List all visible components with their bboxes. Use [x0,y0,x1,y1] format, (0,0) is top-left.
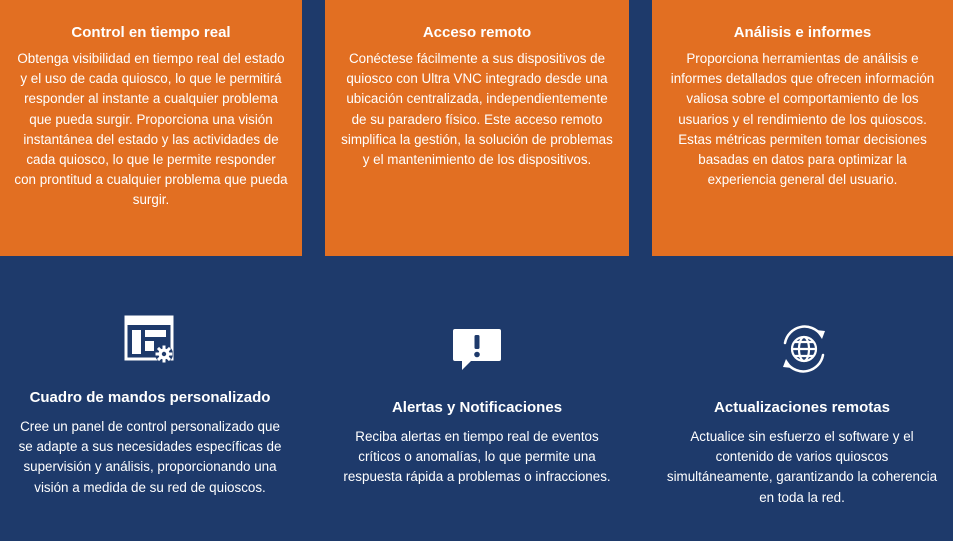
card-acceso-remoto [325,0,629,256]
feature-text: Reciba alertas en tiempo real de eventos críticos o anomalías, lo que permite una respuesta rápida a problemas o infracciones. [343,429,611,485]
feature-text: Actualice sin esfuerzo el software y el contenido de varios quioscos simultáneamente, garantizando la coherencia en toda la red. [666,429,938,505]
card-text: Conéctese fácilmente a sus dispositivos de quiosco con Ultra VNC integrado desde una ubicación centralizada, independientemente de su paradero físico. Este acceso remoto simplifica la gestión, la solución de problemas y el mantenimiento de los dispositivos. [341,51,613,168]
card-analisis-informes [652,0,953,256]
feature-title: Actualizaciones remotas [714,399,890,416]
feature-actualizaciones [666,399,938,508]
feature-title: Cuadro de mandos personalizado [29,389,271,406]
feature-cuadro-mandos [14,389,286,498]
card-text: Proporciona herramientas de análisis e informes detallados que ofrecen información valiosa sobre el comportamiento de los usuarios y el rendimiento de los quioscos. Estas métricas permiten tomar decisiones basadas en datos para optimizar la experiencia general del usuario. [670,51,935,188]
card-title: Análisis e informes [733,24,872,41]
feature-text: Cree un panel de control personalizado que se adapte a sus necesidades específicas de supervisión y análisis, proporcionando una visión a medida de su red de quioscos. [18,419,282,495]
dashboard-settings-icon [124,315,176,365]
card-text: Obtenga visibilidad en tiempo real del estado y el uso de cada quiosco, lo que le permitirá responder al instante a cualquier problema que pueda surgir. Proporciona una visión instantánea del estado y las actividades de cada quiosco, lo que le permite responder con prontitud a cualquier problema que pueda surgir. [14,51,288,208]
feature-title: Alertas y Notificaciones [391,399,563,416]
card-title: Control en tiempo real [71,24,231,41]
globe-sync-icon [777,321,831,377]
alert-message-icon [451,327,503,373]
card-control-tiempo-real [0,0,302,256]
card-title: Acceso remoto [422,24,532,41]
feature-alertas [341,399,613,488]
